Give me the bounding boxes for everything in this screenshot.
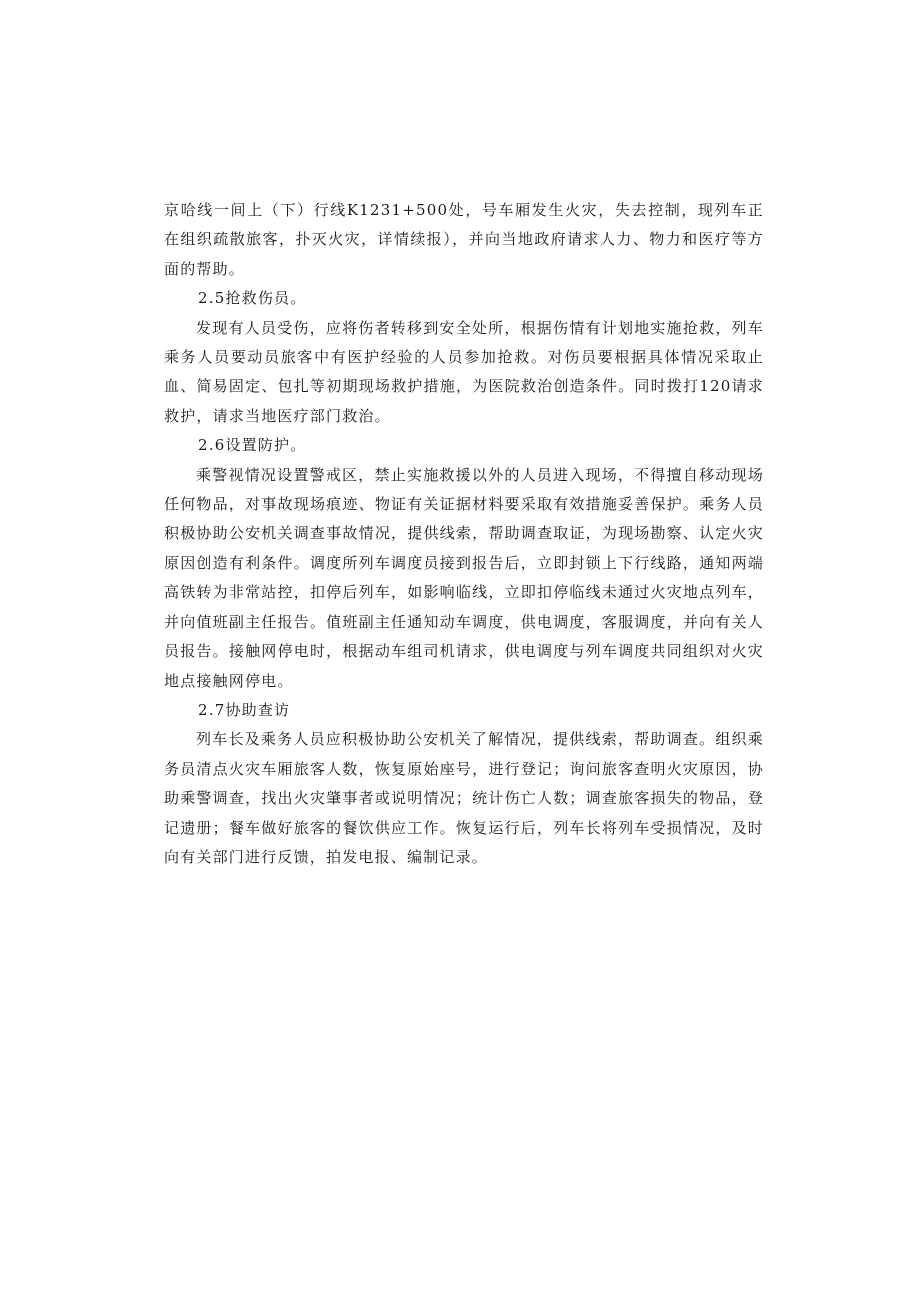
paragraph-continued: 京哈线一间上（下）行线K1231+500处，号车厢发生火灾，失去控制，现列车正在组织疏散旅客，扑灭火灾，详情续报），并向当地政府请求人力、物力和医疗等方面的帮助。 xyxy=(164,201,764,278)
paragraph-set-protection: 乘警视情况设置警戒区，禁止实施救援以外的人员进入现场，不得擅自移动现场任何物品，对事故现场痕迹、物证有关证据材料要采取有效措施妥善保护。乘务人员积极协助公安机关调查事故情况，提供线索，帮助调查取证，为现场勘察、认定火灾原因创造有利条件。调度所列车调度员接到报告后，立即封锁上下行线路，通知两端高铁转为非常站控，扣停后列车，如影响临线，立即扣停临线未通过火灾地点列车，并向值班副主任报告。值班副主任通知动车调度，供电调度，客服调度，并向有关人员报告。接触网停电时，根据动车组司机请求，供电调度与列车调度共同组织对火灾地点接触网停电。 xyxy=(164,465,764,690)
document-body xyxy=(164,196,764,872)
section-heading-2-7: 2.7协助查访 xyxy=(198,700,291,719)
paragraph-assist-inquiry: 列车长及乘务人员应积极协助公安机关了解情况，提供线索，帮助调查。组织乘务员清点火灾车厢旅客人数，恢复原始座号，进行登记；询问旅客查明火灾原因，协助乘警调查，找出火灾肇事者或说明情况；统计伤亡人数；调查旅客损失的物品，登记遗册；餐车做好旅客的餐饮供应工作。恢复运行后，列车长将列车受损情况，及时向有关部门进行反馈，拍发电报、编制记录。 xyxy=(164,730,764,866)
paragraph-rescue-injured: 发现有人员受伤，应将伤者转移到安全处所，根据伤情有计划地实施抢救，列车乘务人员要动员旅客中有医护经验的人员参加抢救。对伤员要根据具体情况采取止血、简易固定、包扎等初期现场救护措施，为医院救治创造条件。同时拨打120请求救护，请求当地医疗部门救治。 xyxy=(164,318,764,425)
section-heading-2-6: 2.6设置防护。 xyxy=(198,436,307,455)
section-heading-2-5: 2.5抢救伤员。 xyxy=(198,289,307,308)
